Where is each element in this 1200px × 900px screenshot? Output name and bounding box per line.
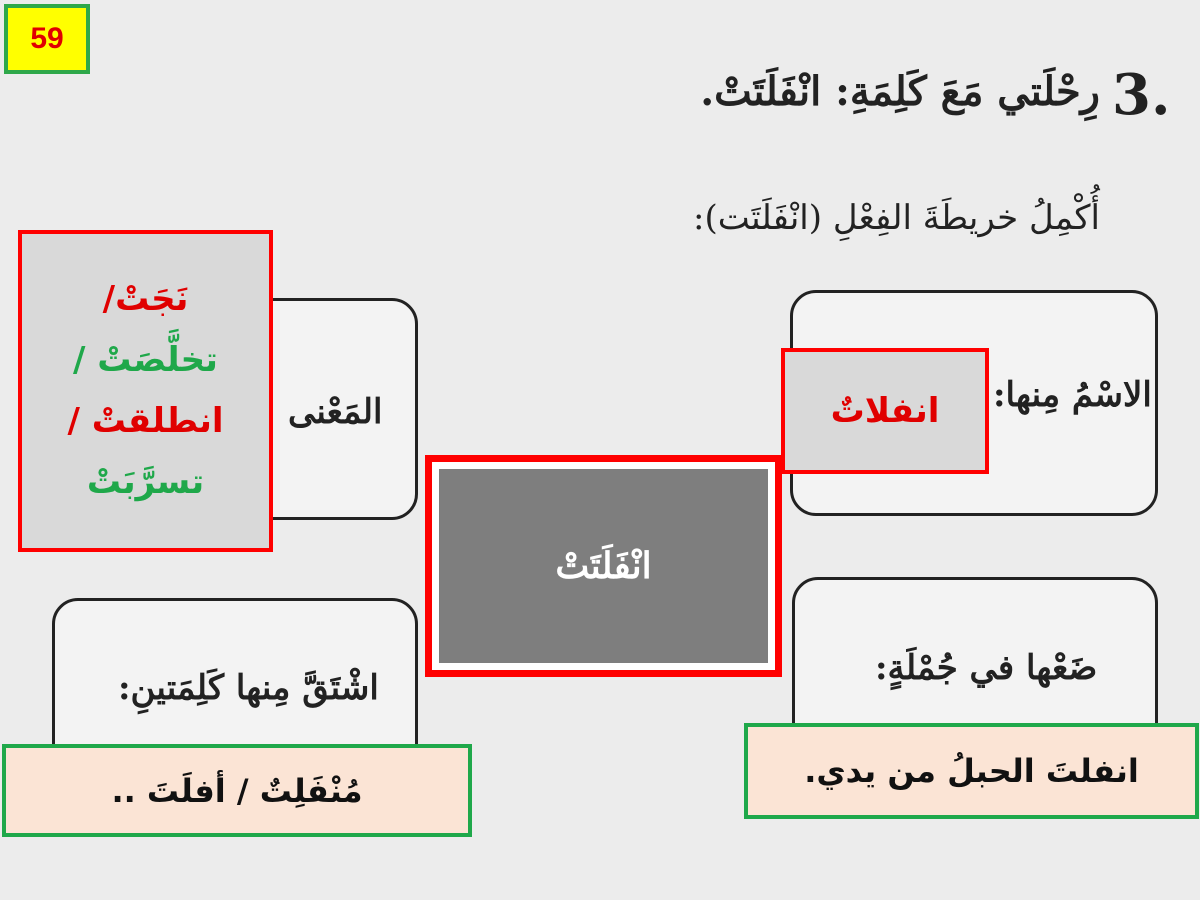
meaning-answer-1: نَجَتْ/ — [102, 278, 189, 319]
exercise-number: 3. — [1112, 62, 1171, 128]
meaning-answer-3: انطلقتْ / — [67, 401, 224, 441]
sentence-answer-box: انفلتَ الحبلُ من يدي. — [744, 723, 1199, 819]
derived-answer-box: مُنْفَلِتٌ / أفلَتَ .. — [2, 744, 472, 837]
exercise-instruction: أُكْمِلُ خريطَةَ الفِعْلِ (انْفَلَتَت): — [693, 198, 1100, 238]
meaning-answer-4: تسرَّبَتْ — [86, 462, 205, 503]
meaning-answer-box — [18, 230, 273, 552]
derive-label: اشْتَقَّ مِنها كَلِمَتينِ: — [118, 668, 379, 708]
meaning-answer-2: تخلَّصَتْ / — [73, 339, 218, 380]
exercise-title: رِحْلَتي مَعَ كَلِمَةِ: انْفَلَتَتْ. — [700, 68, 1100, 115]
noun-answer-box: انفلاتٌ — [781, 348, 989, 474]
center-word: انْفَلَتَتْ — [439, 469, 768, 663]
page-number-badge: 59 — [4, 4, 90, 74]
noun-label: الاسْمُ مِنها: — [993, 375, 1152, 415]
meaning-label: المَعْنى — [288, 392, 383, 432]
center-word-box — [425, 455, 782, 677]
sentence-label: ضَعْها في جُمْلَةٍ: — [875, 648, 1098, 688]
